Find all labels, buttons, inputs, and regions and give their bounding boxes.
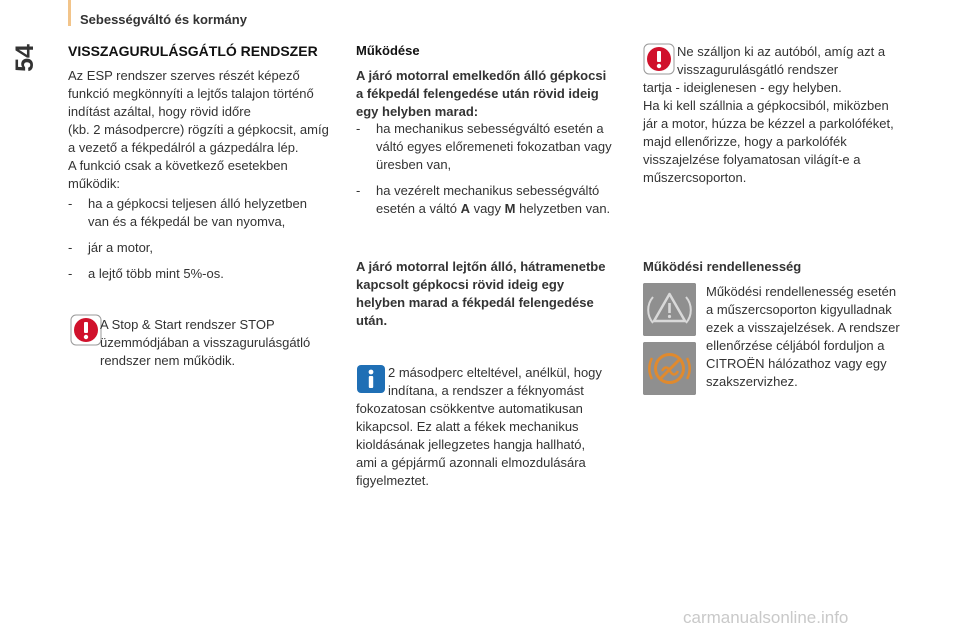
intro-line: Az ESP rendszer szerves részét képező: [68, 68, 300, 83]
fault-heading: Működési rendellenesség: [643, 259, 802, 274]
list-item: - ha a gépkocsi teljesen álló helyzetben van és a fékpedál be van nyomva,: [68, 196, 307, 229]
warning-note: A Stop & Start rendszer STOP üzemmódjában a visszagurulásgátló rendszer nem működik.: [100, 317, 311, 368]
info-note: 2 másodperc elteltével, anélkül, hogy indítana, a rendszer a féknyomást fokozatosan csökkentve automatikusan kikapcsol. Ez alatt a fékek mechanikus kioldásának jellegzetes hangja hallható, ami a gépjármű azonnali elmozdulására figyelmeztet.: [356, 365, 602, 488]
section-title: Sebességváltó és kormány: [80, 12, 247, 27]
list-item: - jár a motor,: [68, 240, 154, 255]
list-item: - ha mechanikus sebességváltó esetén a váltó egyes előremeneti fokozatban vagy üresben van,: [356, 121, 612, 172]
list-item: - ha vezérelt mechanikus sebességváltó esetén a váltó A vagy M helyzetben van.: [356, 183, 611, 216]
list-item: - a lejtő több mint 5%-os.: [68, 266, 224, 281]
intro-line: funkció megkönnyíti a lejtős talajon történő: [68, 86, 314, 101]
warning-icon: [70, 314, 102, 346]
watermark: carmanualsonline.info: [683, 608, 849, 627]
page-number: 54: [11, 44, 39, 72]
fault-text: Működési rendellenesség esetén a műszercsoporton kigyulladnak ezek a visszajelzések. A rendszer ellenőrzése céljából forduljon a CITROËN hálózathoz vagy egy szakszervizhez.: [706, 284, 900, 389]
intro-line: indítást azáltal, hogy rövid időre: [68, 104, 251, 119]
intro-line: (kb. 2 másodpercre) rögzíti a gépkocsit, amíg: [68, 122, 329, 137]
esp-skid-icon: [643, 342, 696, 395]
warning-note: Ne szálljon ki az autóból, amíg azt a visszagurulásgátló rendszer tartja - ideiglenesen - egy helyben. Ha ki kell szállnia a gépkocsiból, miközben jár a motor, húzza be kézzel a parkolóféket, majd ellenőrizze, hogy a parkolófék visszajelzése folyamatosan világít-e a műszercsoporton.: [643, 44, 894, 185]
uphill-conditions: [356, 118, 636, 218]
intro-line: a vezető a fékpedálról a gázpedálra lép.: [68, 140, 299, 155]
section-heading: Működése: [356, 43, 420, 58]
brake-warning-triangle-icon: [643, 283, 696, 336]
intro-line: működik:: [68, 176, 121, 191]
subheading-downhill: A járó motorral lejtőn álló, hátramenetbe kapcsolt gépkocsi rövid ideig egy helyben marad a fékpedál felengedése után.: [356, 259, 606, 328]
header-accent-bar: [68, 0, 71, 26]
intro-text: [68, 67, 348, 283]
page-title: VISSZAGURULÁSGÁTLÓ RENDSZER: [68, 43, 318, 59]
subheading-uphill: A járó motorral emelkedőn álló gépkocsi a fékpedál felengedése után rövid ideig egy helyben marad:: [356, 68, 607, 119]
intro-line: A funkció csak a következő esetekben: [68, 158, 288, 173]
